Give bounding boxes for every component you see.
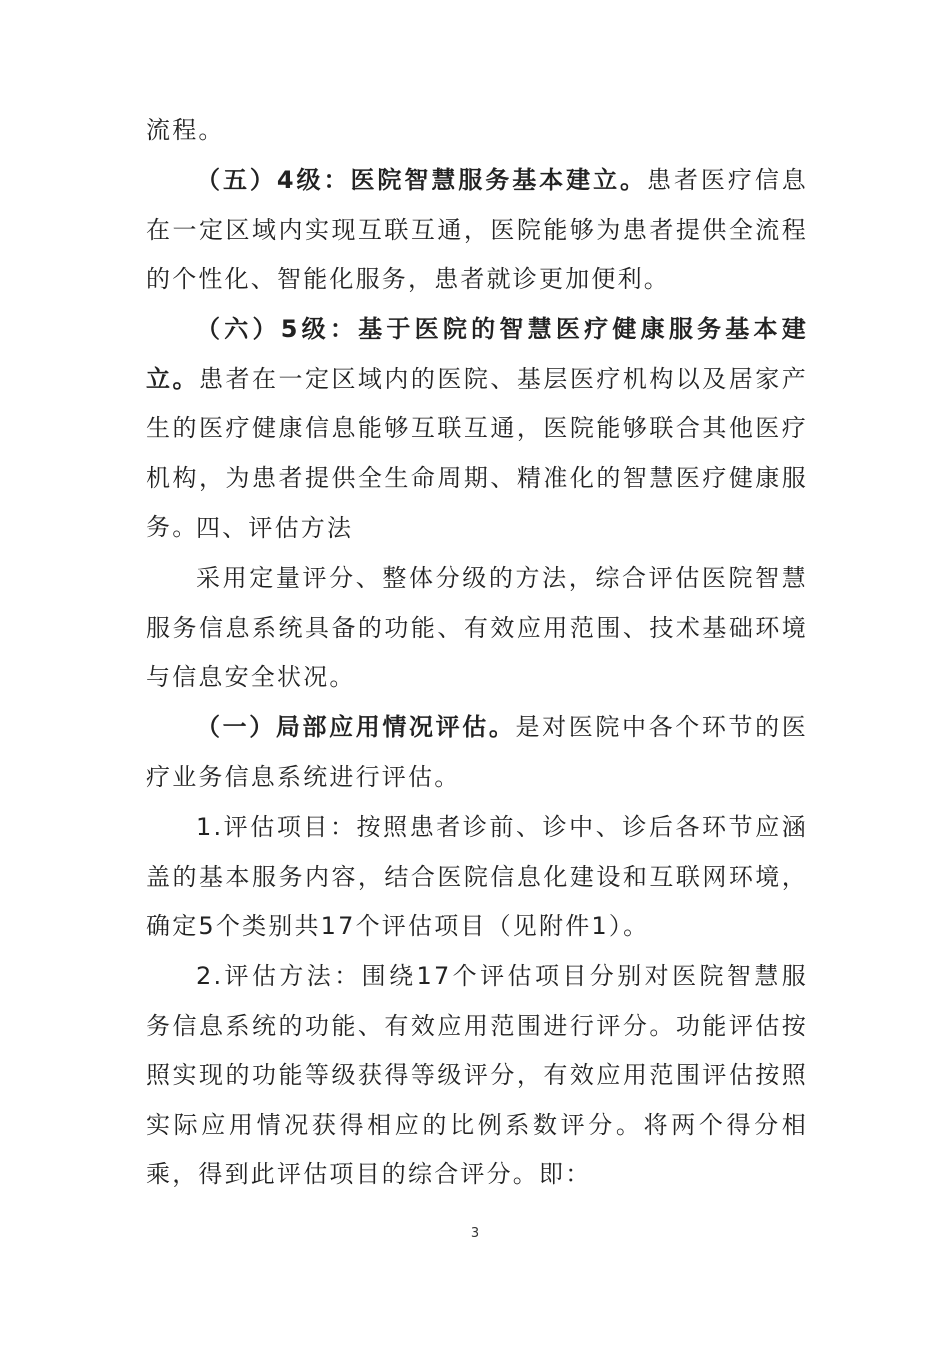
paragraph-level-4	[146, 156, 808, 305]
section-heading-assessment-method: 四、评估方法	[196, 514, 354, 542]
local-assessment-body: 是对医院中各个环节的医疗业务信息系统进行评估。	[146, 713, 808, 791]
paragraph-assessment-method: 2.评估方法：围绕17个评估项目分别对医院智慧服务信息系统的功能、有效应用范围进行评分。功能评估按照实现的功能等级获得等级评分，有效应用范围评估按照实际应用情况获得相应的比例系数评分。将两个得分相乘，得到此评估项目的综合评分。即：	[146, 962, 808, 1188]
paragraph-assessment-intro: 采用定量评分、整体分级的方法，综合评估医院智慧服务信息系统具备的功能、有效应用范围、技术基础环境与信息安全状况。	[146, 564, 808, 691]
paragraph-local-assessment	[146, 703, 808, 802]
level-5-heading: （六）5级：基于医院的智慧医疗健康服务基本建立。	[146, 315, 808, 393]
level-4-body: 患者医疗信息在一定区域内实现互联互通，医院能够为患者提供全流程的个性化、智能化服务，患者就诊更加便利。	[146, 166, 808, 293]
level-5-body: 患者在一定区域内的医院、基层医疗机构以及居家产生的医疗健康信息能够互联互通，医院能够联合其他医疗机构，为患者提供全生命周期、精准化的智慧医疗健康服务。	[146, 364, 808, 541]
local-assessment-heading: （一）局部应用情况评估。	[196, 713, 516, 741]
level-4-heading: （五）4级：医院智慧服务基本建立。	[196, 166, 647, 194]
page-number: 3	[470, 1226, 480, 1241]
paragraph-assessment-items: 1.评估项目：按照患者诊前、诊中、诊后各环节应涵盖的基本服务内容，结合医院信息化建设和互联网环境，确定5个类别共17个评估项目（见附件1）。	[146, 813, 808, 940]
paragraph-continuation: 流程。	[146, 116, 225, 144]
